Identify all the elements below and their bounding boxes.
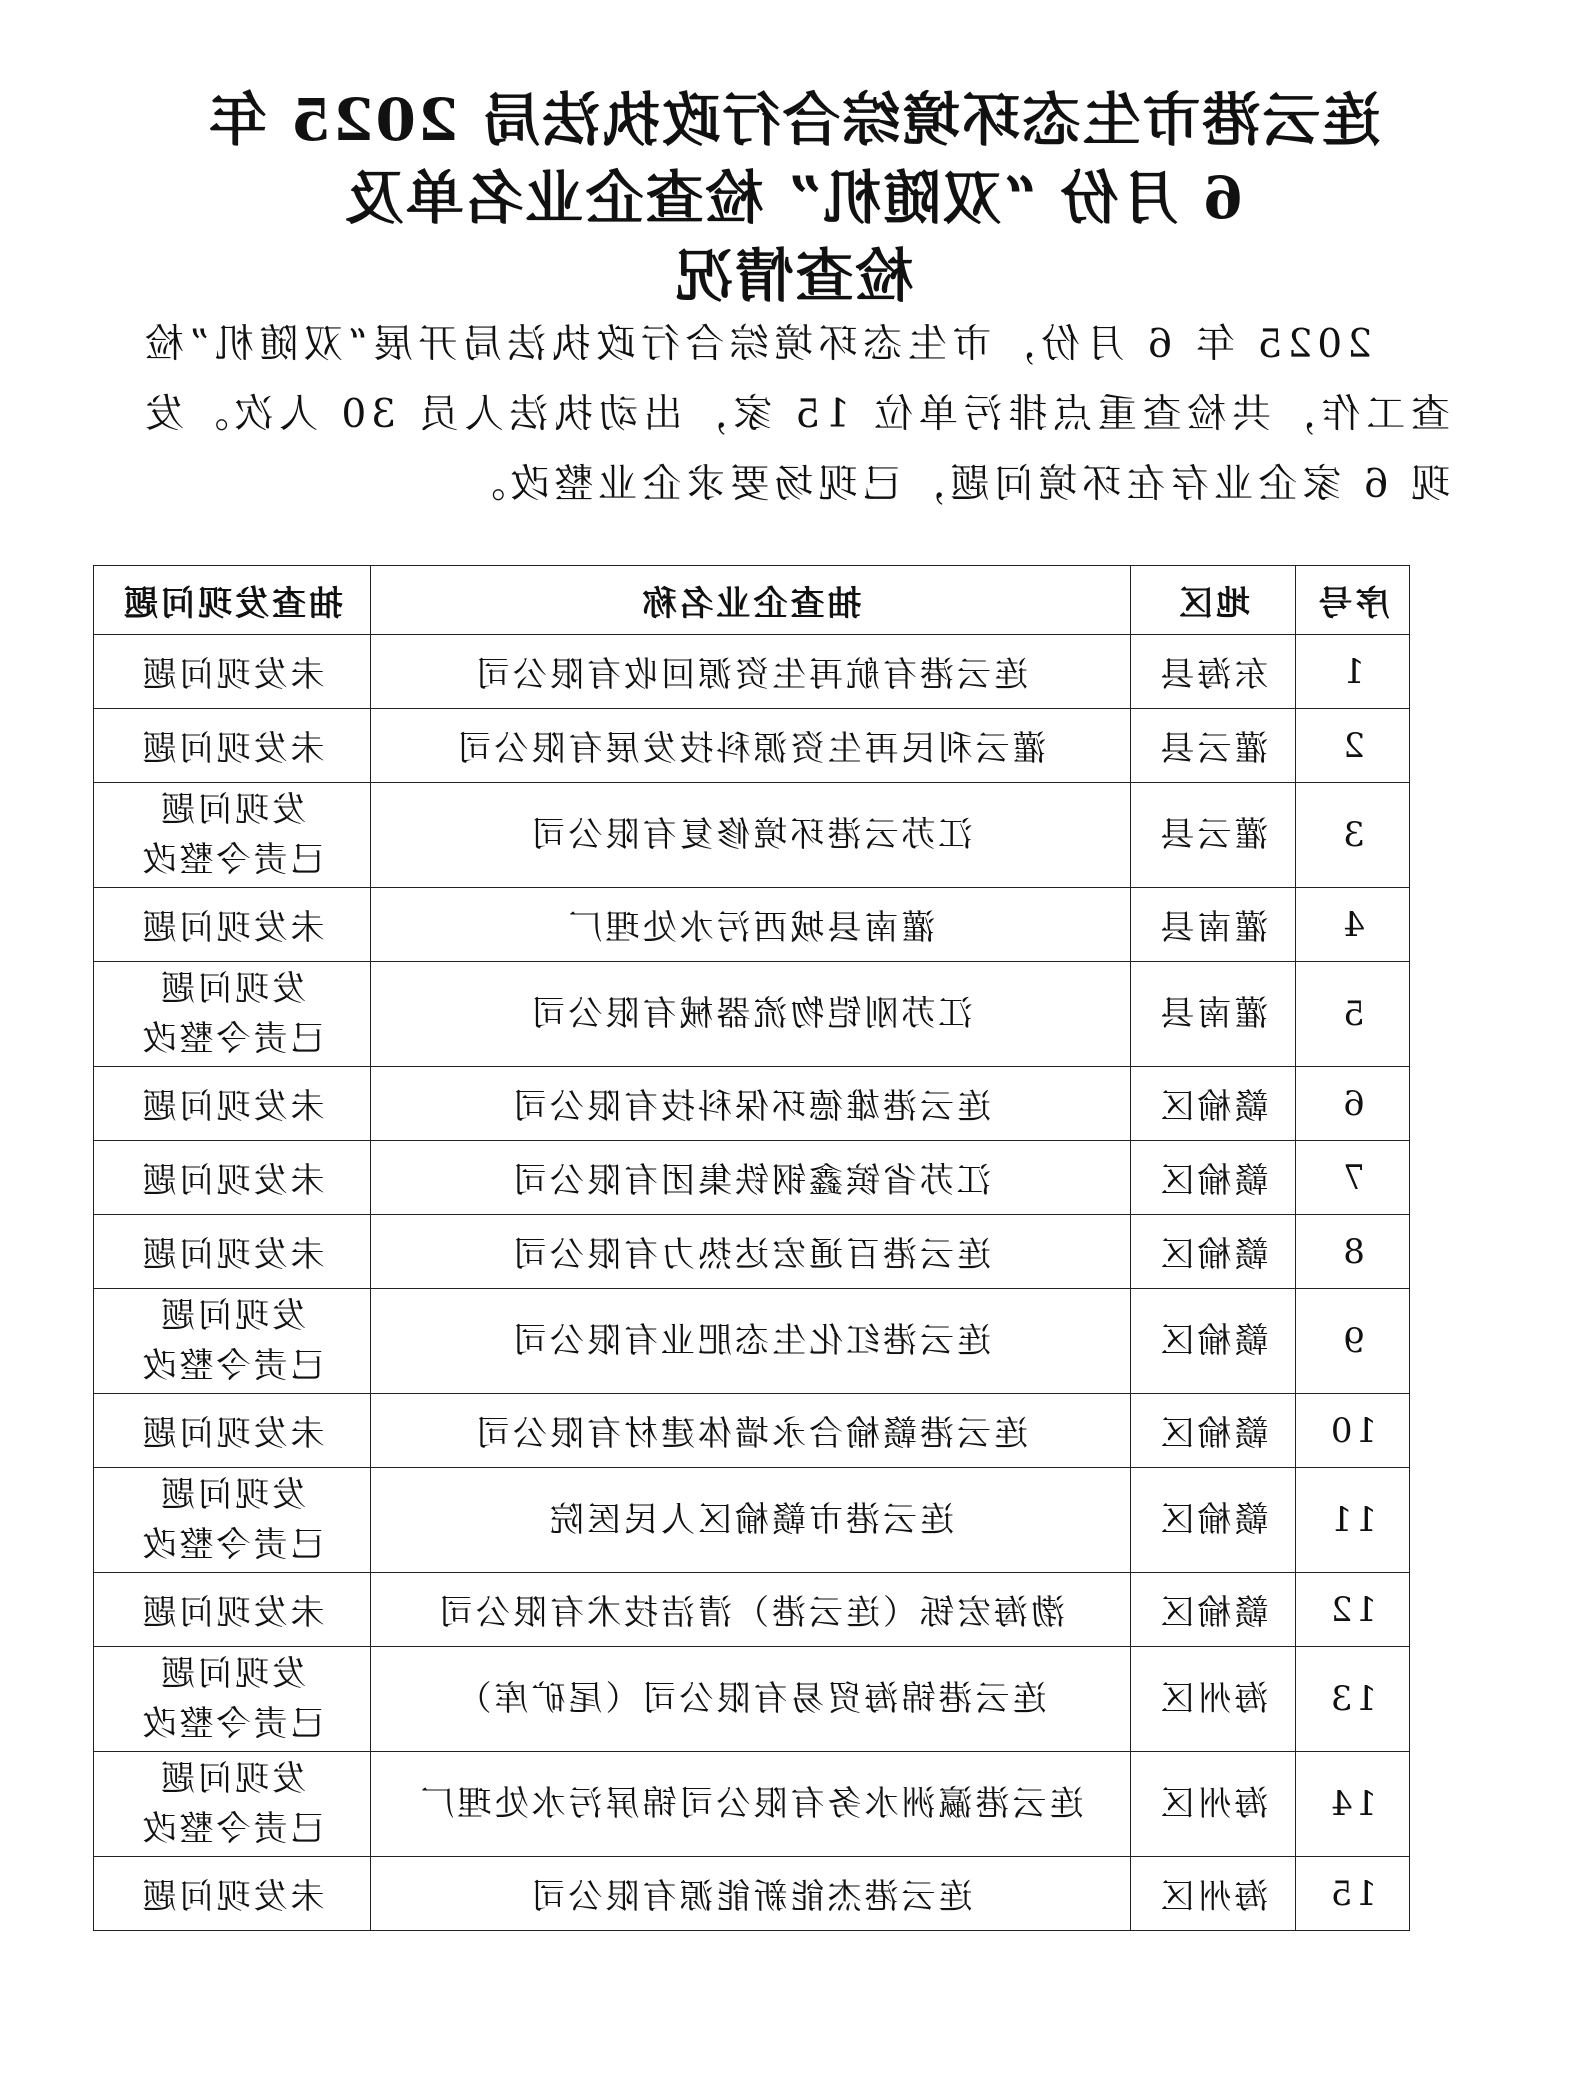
row-company: 江苏云港环境修复有限公司 bbox=[371, 783, 1131, 888]
result-line: 已责令整改 bbox=[139, 1525, 325, 1565]
result-line: 发现问题 bbox=[158, 1475, 306, 1515]
header-result: 抽查发现问题 bbox=[94, 566, 371, 635]
row-company: 连云港市赣榆区人民医院 bbox=[371, 1468, 1131, 1573]
table-row bbox=[94, 1857, 1410, 1931]
table-row bbox=[94, 783, 1410, 888]
result-line: 未发现问题 bbox=[139, 1877, 325, 1917]
row-index: 6 bbox=[1296, 1067, 1410, 1141]
result-line: 未发现问题 bbox=[139, 729, 325, 769]
table-header-row bbox=[94, 566, 1410, 635]
row-index: 10 bbox=[1296, 1394, 1410, 1468]
row-region: 灌云县 bbox=[1131, 783, 1296, 888]
row-company: 连云港锦海贸易有限公司（尾矿库） bbox=[371, 1647, 1131, 1752]
row-company: 连云港瀛洲水务有限公司锦屏污水处理厂 bbox=[371, 1752, 1131, 1857]
row-index: 12 bbox=[1296, 1573, 1410, 1647]
row-result bbox=[94, 1289, 371, 1394]
row-company: 江苏省镔鑫钢铁集团有限公司 bbox=[371, 1141, 1131, 1215]
row-result bbox=[94, 1573, 371, 1647]
row-result bbox=[94, 635, 371, 709]
result-line: 已责令整改 bbox=[139, 1019, 325, 1059]
row-index: 5 bbox=[1296, 962, 1410, 1067]
result-line: 已责令整改 bbox=[139, 1346, 325, 1386]
header-index: 序号 bbox=[1296, 566, 1410, 635]
row-result bbox=[94, 888, 371, 962]
row-index: 13 bbox=[1296, 1647, 1410, 1752]
row-company: 连云港百通宏达热力有限公司 bbox=[371, 1215, 1131, 1289]
table-row bbox=[94, 1468, 1410, 1573]
row-company: 江苏刚铠物流器械有限公司 bbox=[371, 962, 1131, 1067]
row-company: 连云港雄德环保科技有限公司 bbox=[371, 1067, 1131, 1141]
result-line: 已责令整改 bbox=[139, 1809, 325, 1849]
row-region: 海州区 bbox=[1131, 1752, 1296, 1857]
row-region: 灌云县 bbox=[1131, 709, 1296, 783]
row-index: 1 bbox=[1296, 635, 1410, 709]
result-line: 已责令整改 bbox=[139, 1704, 325, 1744]
row-region: 赣榆区 bbox=[1131, 1141, 1296, 1215]
inspection-table bbox=[93, 565, 1410, 1931]
row-company: 连云港赣榆合永墙体建材有限公司 bbox=[371, 1394, 1131, 1468]
row-company: 渤海宏铄（连云港）清洁技术有限公司 bbox=[371, 1573, 1131, 1647]
title-line-2: 6 月份 “双随机” 检查企业名单及 bbox=[343, 164, 1244, 232]
row-region: 东海县 bbox=[1131, 635, 1296, 709]
table-row bbox=[94, 709, 1410, 783]
row-index: 14 bbox=[1296, 1752, 1410, 1857]
row-region: 海州区 bbox=[1131, 1857, 1296, 1931]
row-region: 赣榆区 bbox=[1131, 1067, 1296, 1141]
table-row bbox=[94, 1215, 1410, 1289]
table-row bbox=[94, 1752, 1410, 1857]
table-row bbox=[94, 888, 1410, 962]
table-row bbox=[94, 1141, 1410, 1215]
table-body bbox=[94, 635, 1410, 1931]
row-region: 赣榆区 bbox=[1131, 1573, 1296, 1647]
row-region: 海州区 bbox=[1131, 1647, 1296, 1752]
row-result bbox=[94, 1141, 371, 1215]
row-result bbox=[94, 709, 371, 783]
table-row bbox=[94, 1067, 1410, 1141]
result-line: 未发现问题 bbox=[139, 908, 325, 948]
row-index: 2 bbox=[1296, 709, 1410, 783]
row-company: 灌云利民再生资源科技发展有限公司 bbox=[371, 709, 1131, 783]
row-company: 灌南县城西污水处理厂 bbox=[371, 888, 1131, 962]
row-index: 15 bbox=[1296, 1857, 1410, 1931]
result-line: 已责令整改 bbox=[139, 840, 325, 880]
row-result bbox=[94, 783, 371, 888]
table-row bbox=[94, 1573, 1410, 1647]
row-result bbox=[94, 1067, 371, 1141]
row-result bbox=[94, 1215, 371, 1289]
title-line-3: 检查情况 bbox=[673, 242, 914, 310]
row-result bbox=[94, 1468, 371, 1573]
table-row bbox=[94, 962, 1410, 1067]
row-index: 3 bbox=[1296, 783, 1410, 888]
title-line-1: 连云港市生态环境综合行政执法局 2025 年 bbox=[206, 86, 1381, 154]
table-row bbox=[94, 1647, 1410, 1752]
result-line: 未发现问题 bbox=[139, 1161, 325, 1201]
row-index: 4 bbox=[1296, 888, 1410, 962]
row-region: 灌南县 bbox=[1131, 888, 1296, 962]
row-result bbox=[94, 1752, 371, 1857]
row-region: 赣榆区 bbox=[1131, 1289, 1296, 1394]
result-line: 发现问题 bbox=[158, 1296, 306, 1336]
table-row bbox=[94, 1394, 1410, 1468]
table-row bbox=[94, 1289, 1410, 1394]
row-result bbox=[94, 1394, 371, 1468]
row-result bbox=[94, 1857, 371, 1931]
table-row bbox=[94, 635, 1410, 709]
row-company: 连云港有航再生资源回收有限公司 bbox=[371, 635, 1131, 709]
row-region: 赣榆区 bbox=[1131, 1215, 1296, 1289]
header-company: 抽查企业名称 bbox=[371, 566, 1131, 635]
row-region: 赣榆区 bbox=[1131, 1394, 1296, 1468]
row-index: 8 bbox=[1296, 1215, 1410, 1289]
result-line: 未发现问题 bbox=[139, 1087, 325, 1127]
row-result bbox=[94, 962, 371, 1067]
result-line: 未发现问题 bbox=[139, 1414, 325, 1454]
row-index: 7 bbox=[1296, 1141, 1410, 1215]
result-line: 未发现问题 bbox=[139, 1235, 325, 1275]
row-company: 连云港杰能新能源有限公司 bbox=[371, 1857, 1131, 1931]
result-line: 发现问题 bbox=[158, 790, 306, 830]
result-line: 发现问题 bbox=[158, 969, 306, 1009]
row-result bbox=[94, 1647, 371, 1752]
row-index: 11 bbox=[1296, 1468, 1410, 1573]
row-region: 赣榆区 bbox=[1131, 1468, 1296, 1573]
header-region: 地区 bbox=[1131, 566, 1296, 635]
row-region: 灌南县 bbox=[1131, 962, 1296, 1067]
intro-paragraph: 2025 年 6 月份，市生态环境综合行政执法局开展“双随机”检查工作，共检查重点排污单位 15 家，出动执法人员 30 人次。发现 6 家企业存在环境问题，已现场要求企业整改。 bbox=[140, 322, 1450, 507]
result-line: 未发现问题 bbox=[139, 1593, 325, 1633]
row-index: 9 bbox=[1296, 1289, 1410, 1394]
row-company: 连云港红化生态肥业有限公司 bbox=[371, 1289, 1131, 1394]
result-line: 发现问题 bbox=[158, 1654, 306, 1694]
result-line: 发现问题 bbox=[158, 1759, 306, 1799]
result-line: 未发现问题 bbox=[139, 655, 325, 695]
